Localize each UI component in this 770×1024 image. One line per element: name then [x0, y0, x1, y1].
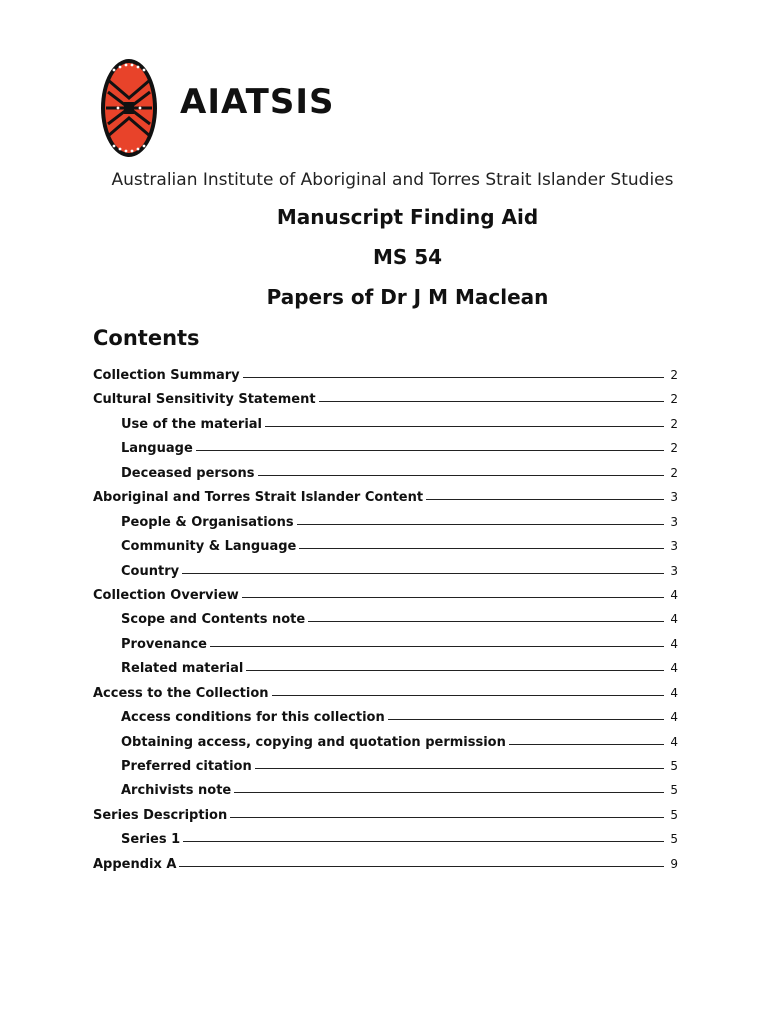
- toc-leader-line: [210, 646, 664, 647]
- toc-leader-line: [183, 841, 664, 842]
- toc-entry-page[interactable]: 2: [670, 441, 678, 456]
- toc-entry-page[interactable]: 5: [670, 759, 678, 773]
- toc-entry-page[interactable]: 4: [670, 685, 678, 700]
- toc-leader-line: [246, 670, 664, 671]
- toc-entry-label[interactable]: Provenance: [121, 636, 207, 652]
- contents-heading: Contents: [93, 326, 200, 350]
- toc-leader-line: [509, 744, 664, 745]
- toc-entry[interactable]: [93, 539, 678, 563]
- toc-entry-page[interactable]: 5: [670, 832, 678, 847]
- toc-entry-label[interactable]: Use of the material: [121, 416, 263, 432]
- toc-entry-page[interactable]: 4: [670, 612, 678, 627]
- document-subtitle: Papers of Dr J M Maclean: [266, 285, 549, 309]
- toc-entry-page[interactable]: 2: [670, 465, 678, 480]
- toc-entry-label[interactable]: Obtaining access, copying and quotation permission: [121, 734, 506, 750]
- toc-leader-line: [388, 719, 664, 720]
- toc-entry-page[interactable]: 4: [670, 710, 678, 725]
- toc-entry-label[interactable]: Collection Overview: [93, 587, 239, 603]
- toc-entry[interactable]: [93, 564, 678, 588]
- toc-entry-label[interactable]: Appendix A: [93, 856, 177, 872]
- toc-leader-line: [319, 401, 664, 402]
- toc-entry-label[interactable]: Cultural Sensitivity Statement: [93, 392, 316, 408]
- aiatsis-logo: [100, 58, 158, 158]
- toc-leader-line: [308, 621, 664, 622]
- toc-entry[interactable]: [93, 661, 678, 685]
- toc-leader-line: [426, 499, 664, 500]
- toc-leader-line: [242, 597, 664, 598]
- shield-icon: [100, 58, 158, 158]
- toc-leader-line: [272, 695, 664, 696]
- toc-entry[interactable]: [93, 417, 678, 441]
- toc-entry[interactable]: [93, 735, 678, 759]
- toc-entry-page[interactable]: 3: [670, 539, 678, 554]
- toc-entry-label[interactable]: Access to the Collection: [93, 685, 269, 701]
- toc-entry[interactable]: [93, 588, 678, 612]
- toc-entry[interactable]: [93, 466, 678, 490]
- toc-entry-page[interactable]: 4: [670, 734, 678, 749]
- toc-entry-label[interactable]: Aboriginal and Torres Strait Islander Content: [93, 490, 424, 506]
- toc-leader-line: [179, 866, 664, 867]
- toc-entry[interactable]: [93, 392, 678, 416]
- toc-leader-line: [265, 426, 664, 427]
- document-title: Manuscript Finding Aid: [276, 205, 539, 229]
- toc-entry-label[interactable]: Access conditions for this collection: [121, 710, 385, 726]
- toc-entry[interactable]: [93, 637, 678, 661]
- institute-name: Australian Institute of Aboriginal and Torres Strait Islander Studies: [111, 170, 674, 190]
- toc-leader-line: [297, 524, 664, 525]
- toc-entry[interactable]: [93, 612, 678, 636]
- toc-entry-label[interactable]: Language: [121, 441, 193, 457]
- toc-entry-label[interactable]: Series Description: [93, 807, 228, 823]
- toc-entry-page[interactable]: 5: [670, 807, 678, 822]
- toc-entry[interactable]: [93, 490, 678, 514]
- toc-entry-label[interactable]: Community & Language: [121, 539, 297, 555]
- toc-leader-line: [234, 792, 664, 793]
- toc-leader-line: [243, 377, 664, 378]
- toc-entry[interactable]: [93, 759, 678, 783]
- toc-entry[interactable]: [93, 783, 678, 807]
- toc-entry-page[interactable]: 3: [670, 514, 678, 529]
- toc-entry-page[interactable]: 9: [670, 856, 678, 871]
- toc-leader-line: [255, 768, 664, 769]
- toc-entry[interactable]: [93, 857, 678, 881]
- toc-entry-label[interactable]: Scope and Contents note: [121, 612, 306, 628]
- toc-entry[interactable]: [93, 441, 678, 465]
- toc-entry[interactable]: [93, 808, 678, 832]
- toc-entry-page[interactable]: 5: [670, 783, 678, 798]
- toc-entry-page[interactable]: 4: [670, 636, 678, 651]
- toc-entry-label[interactable]: Country: [121, 563, 180, 579]
- toc-entry-label[interactable]: Deceased persons: [121, 465, 255, 481]
- toc-entry-page[interactable]: 2: [670, 368, 678, 382]
- toc-entry-label[interactable]: Related material: [121, 661, 244, 677]
- toc-entry-page[interactable]: 3: [670, 563, 678, 578]
- toc-entry-page[interactable]: 2: [670, 392, 678, 407]
- toc-leader-line: [230, 817, 664, 818]
- toc-entry-page[interactable]: 4: [670, 661, 678, 676]
- table-of-contents: [93, 368, 678, 881]
- toc-entry-label[interactable]: Collection Summary: [93, 368, 240, 383]
- toc-leader-line: [258, 475, 665, 476]
- toc-entry-page[interactable]: 3: [670, 490, 678, 505]
- toc-entry-label[interactable]: Archivists note: [121, 783, 232, 799]
- toc-entry-label[interactable]: People & Organisations: [121, 514, 294, 530]
- toc-entry-label[interactable]: Preferred citation: [121, 759, 252, 774]
- toc-entry-page[interactable]: 2: [670, 416, 678, 431]
- toc-leader-line: [182, 573, 664, 574]
- toc-leader-line: [299, 548, 664, 549]
- toc-entry[interactable]: [93, 686, 678, 710]
- toc-entry-page[interactable]: 4: [670, 587, 678, 602]
- toc-entry[interactable]: [93, 710, 678, 734]
- logo-wordmark: AIATSIS: [180, 82, 335, 122]
- toc-entry[interactable]: [93, 515, 678, 539]
- toc-entry[interactable]: [93, 368, 678, 392]
- toc-leader-line: [196, 450, 664, 451]
- document-number: MS 54: [372, 245, 443, 269]
- toc-entry[interactable]: [93, 832, 678, 856]
- toc-entry-label[interactable]: Series 1: [121, 832, 181, 848]
